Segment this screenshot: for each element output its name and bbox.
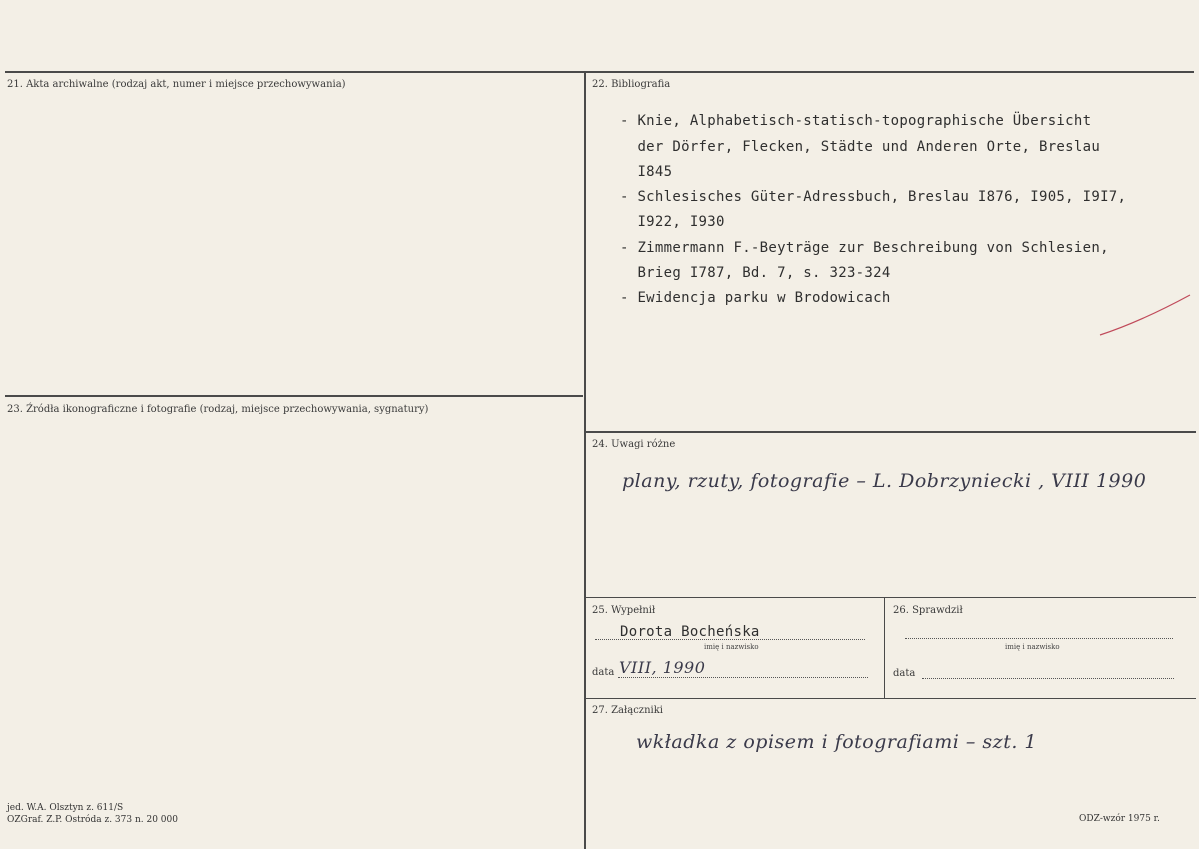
section-26-label: 26. Sprawdził xyxy=(893,605,963,616)
section-25-label: 25. Wypełnił xyxy=(592,605,656,616)
section-21-label: 21. Akta archiwalne (rodzaj akt, numer i miejsce przechowywania) xyxy=(7,79,346,90)
bibliography-line: I845 xyxy=(620,164,673,180)
checked-by-date-label: data xyxy=(893,668,916,679)
footer-print-line-1: jed. W.A. Olsztyn z. 611/S xyxy=(7,803,124,813)
right-rule-24 xyxy=(586,431,1196,433)
section-27-label: 27. Załączniki xyxy=(592,705,663,716)
bibliography-line: - Schlesisches Güter-Adressbuch, Breslau I876, I905, I9I7, xyxy=(620,189,1127,205)
right-rule-25 xyxy=(586,597,1196,598)
section-22-label: 22. Bibliografia xyxy=(592,79,671,90)
filled-by-date-value: VIII, 1990 xyxy=(619,658,706,677)
center-divider xyxy=(584,71,586,849)
filled-by-name: Dorota Bocheńska xyxy=(620,624,760,640)
filled-by-date-label: data xyxy=(592,667,615,678)
filled-by-name-caption: imię i nazwisko xyxy=(704,643,759,651)
attachments-handwriting: wkładka z opisem i fotografiami – szt. 1 xyxy=(636,731,1037,753)
red-pencil-mark xyxy=(1095,290,1195,340)
bibliography-line: der Dörfer, Flecken, Städte und Anderen Orte, Breslau xyxy=(620,139,1101,155)
footer-print-line-2: OZGraf. Z.P. Ostróda z. 373 n. 20 000 xyxy=(7,815,178,825)
right-rule-27 xyxy=(586,698,1196,699)
form-number: ODZ-wzór 1975 r. xyxy=(1079,814,1160,824)
section-24-label: 24. Uwagi różne xyxy=(592,439,676,450)
checked-by-name-line xyxy=(905,638,1173,639)
filled-by-date-line xyxy=(618,677,868,678)
top-rule xyxy=(5,71,1194,73)
bibliography-line: - Knie, Alphabetisch-statisch-topographische Übersicht xyxy=(620,113,1092,129)
left-mid-rule xyxy=(5,395,583,397)
checked-by-name-caption: imię i nazwisko xyxy=(1005,643,1060,651)
section-23-label: 23. Źródła ikonograficzne i fotografie (rodzaj, miejsce przechowywania, sygnatury) xyxy=(7,404,429,415)
bibliography-line: - Zimmermann F.-Beyträge zur Beschreibung von Schlesien, xyxy=(620,240,1109,256)
remarks-handwriting: plany, rzuty, fotografie – L. Dobrzyniecki , VIII 1990 xyxy=(622,470,1147,492)
bibliography-line: - Ewidencja parku w Brodowicach xyxy=(620,290,891,306)
bibliography-line: I922, I930 xyxy=(620,214,725,230)
checked-by-date-line xyxy=(922,678,1174,679)
bibliography-line: Brieg I787, Bd. 7, s. 323-324 xyxy=(620,265,891,281)
filled-by-name-line xyxy=(595,639,865,640)
divider-25-26 xyxy=(884,598,885,699)
